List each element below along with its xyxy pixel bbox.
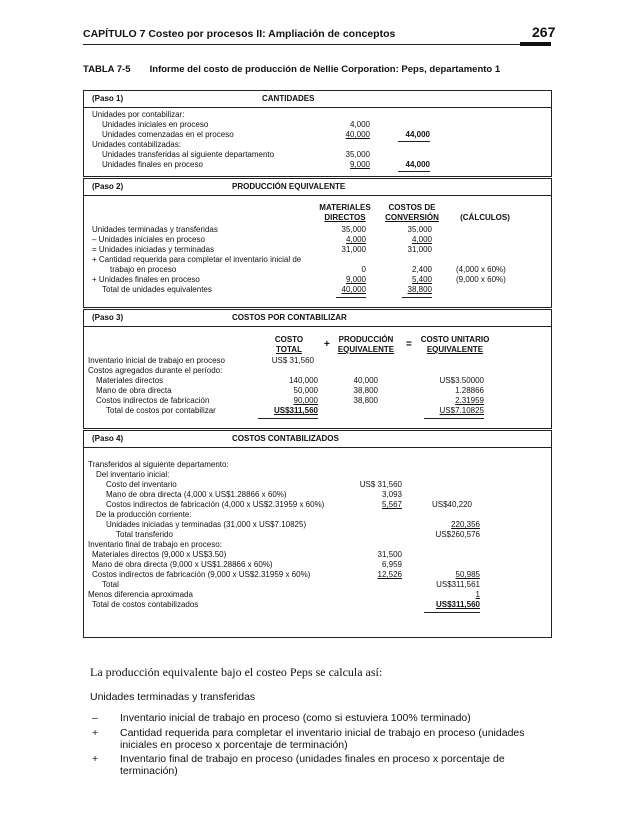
- cell-value: 9,000: [349, 160, 370, 169]
- paso4-section: [83, 430, 552, 638]
- col-header: (CÁLCULOS): [460, 213, 510, 222]
- equals-sign: =: [406, 339, 412, 350]
- table-title: [83, 64, 500, 75]
- col-header: COSTO: [274, 335, 304, 344]
- subheading: Unidades terminadas y transferidas: [90, 691, 256, 703]
- table-row: Unidades transferidas al siguiente departamento: [102, 150, 275, 159]
- cell-subtotal: US$311,561: [436, 580, 480, 589]
- paso2-heading: PRODUCCIÓN EQUIVALENTE: [232, 182, 346, 191]
- paso3-section: [83, 309, 552, 429]
- paso3-heading: COSTOS POR CONTABILIZAR: [232, 313, 347, 322]
- chapter-header: CAPÍTULO 7 Costeo por procesos II: Ampliación de conceptos: [83, 28, 396, 40]
- col-header: PRODUCCIÓN: [338, 335, 394, 344]
- table-caption: Informe del costo de producción de Nellie Corporation: Peps, departamento 1: [149, 64, 501, 75]
- table-row: trabajo en proceso: [110, 265, 177, 274]
- col-header: TOTAL: [276, 345, 302, 354]
- cell-total: US$7.10825: [439, 406, 484, 415]
- list-item-cont: terminación): [120, 765, 178, 777]
- table-row: Unidades terminadas y transferidas: [92, 225, 218, 234]
- table-row: Unidades iniciadas y terminadas (31,000 x US$7.10825): [106, 520, 307, 529]
- paso1-step: (Paso 1): [92, 94, 124, 103]
- cell-value: 5,567: [381, 500, 402, 509]
- paso2-step: (Paso 2): [92, 182, 124, 191]
- col-header: COSTOS DE: [388, 203, 436, 212]
- list-bullet: +: [92, 753, 99, 765]
- table-row: Unidades finales en proceso: [102, 160, 203, 169]
- cell-value: 35,000: [345, 150, 370, 159]
- cell-value: US$ 31,560: [359, 480, 402, 489]
- cell-value: 31,000: [407, 245, 432, 254]
- calc-note: (4,000 x 60%): [456, 265, 506, 274]
- list-bullet: –: [92, 712, 98, 724]
- table-row: Mano de obra directa (4,000 x US$1.28866 x 60%): [106, 490, 287, 499]
- list-bullet: +: [92, 727, 99, 739]
- cell-total: 44,000: [405, 160, 430, 169]
- cell-total: 44,000: [405, 130, 430, 139]
- table-row: Costos indirectos de fabricación (9,000 x US$2.31959 x 60%): [92, 570, 311, 579]
- cell-value: 4,000: [345, 235, 366, 244]
- cell-value: US$3.50000: [439, 376, 484, 385]
- col-header: MATERIALES: [319, 203, 371, 212]
- cell-value: US$ 31,560: [271, 356, 314, 365]
- table-row: Inventario final de trabajo en proceso:: [88, 540, 222, 549]
- table-row: Unidades por contabilizar:: [92, 110, 185, 119]
- table-id: TABLA 7-5: [83, 64, 131, 75]
- col-header: COSTO UNITARIO: [420, 335, 490, 344]
- col-header: DIRECTOS: [324, 213, 366, 222]
- cell-value: 38,800: [353, 386, 378, 395]
- table-row: Mano de obra directa: [96, 386, 172, 395]
- cell-value: 40,000: [353, 376, 378, 385]
- table-row: + Cantidad requerida para completar el inventario inicial de: [92, 255, 302, 264]
- cell-value: 50,000: [293, 386, 318, 395]
- table-row: Total transferido: [116, 530, 173, 539]
- cell-value: 12,526: [377, 570, 402, 579]
- page-number: 267: [532, 24, 556, 40]
- header-rule: [83, 44, 551, 45]
- table-row: Transferidos al siguiente departamento:: [88, 460, 229, 469]
- table-row: + Unidades finales en proceso: [92, 275, 200, 284]
- paso4-header: [84, 431, 551, 448]
- cell-value: 35,000: [341, 225, 366, 234]
- cell-total: US$311,560: [435, 600, 480, 609]
- col-header: EQUIVALENTE: [426, 345, 484, 354]
- cell-value: 5,400: [411, 275, 432, 284]
- paso1-header: [84, 91, 551, 108]
- table-row: Unidades contabilizadas:: [92, 140, 181, 149]
- cell-value: 9,000: [345, 275, 366, 284]
- table-row: Total de costos contabilizados: [92, 600, 199, 609]
- list-item: Inventario inicial de trabajo en proceso (como si estuviera 100% terminado): [120, 712, 471, 724]
- calc-note: (9,000 x 60%): [456, 275, 506, 284]
- table-row: Unidades comenzadas en el proceso: [102, 130, 234, 139]
- table-row: Materiales directos (9,000 x US$3.50): [92, 550, 227, 559]
- paso2-header: [84, 179, 551, 196]
- paso4-heading: COSTOS CONTABILIZADOS: [232, 434, 339, 443]
- cell-value: 1: [475, 590, 480, 599]
- table-row: = Unidades iniciadas y terminadas: [92, 245, 215, 254]
- header-bar: [520, 42, 551, 46]
- table-row: Mano de obra directa (9,000 x US$1.28866 x 60%): [92, 560, 273, 569]
- table-row: Unidades iniciales en proceso: [102, 120, 209, 129]
- intro-paragraph: La producción equivalente bajo el costeo Peps se calcula así:: [90, 665, 383, 679]
- cell-subtotal: US$260,576: [435, 530, 480, 539]
- cell-value: 140,000: [289, 376, 318, 385]
- col-header: CONVERSIÓN: [385, 213, 439, 222]
- list-item: Cantidad requerida para completar el inventario inicial de trabajo en proceso (unidades: [120, 727, 525, 739]
- table-row: Costos indirectos de fabricación: [96, 396, 210, 405]
- cell-value: 4,000: [349, 120, 370, 129]
- cell-value: 220,356: [451, 520, 480, 529]
- cell-value: 1.28866: [455, 386, 484, 395]
- cell-value: 40,000: [345, 130, 370, 139]
- table-row: Inventario inicial de trabajo en proceso: [88, 356, 225, 365]
- cell-value: 31,000: [341, 245, 366, 254]
- paso3-step: (Paso 3): [92, 313, 124, 322]
- cell-value: 31,500: [377, 550, 402, 559]
- col-header: EQUIVALENTE: [337, 345, 395, 354]
- table-row: Menos diferencia aproximada: [88, 590, 193, 599]
- table-row: De la producción corriente:: [96, 510, 192, 519]
- cell-total: 38,800: [407, 285, 432, 294]
- table-row: Total: [102, 580, 119, 589]
- table-row: Del inventario inicial:: [96, 470, 170, 479]
- table-row: – Unidades iniciales en proceso: [92, 235, 205, 244]
- paso2-section: [83, 178, 552, 308]
- cell-value: 6,959: [381, 560, 402, 569]
- cell-value: 35,000: [407, 225, 432, 234]
- plus-sign: +: [324, 339, 330, 350]
- paso4-step: (Paso 4): [92, 434, 124, 443]
- cell-value: 0: [361, 265, 366, 274]
- cell-value: 38,800: [353, 396, 378, 405]
- table-row: Total de costos por contabilizar: [106, 406, 216, 415]
- cell-subtotal: US$40,220: [431, 500, 472, 509]
- table-row: Costo del inventario: [106, 480, 177, 489]
- table-row: Costos agregados durante el período:: [88, 366, 223, 375]
- table-row: Costos indirectos de fabricación (4,000 x US$2.31959 x 60%): [106, 500, 325, 509]
- cell-value: 90,000: [293, 396, 318, 405]
- cell-value: 2,400: [411, 265, 432, 274]
- cell-total: 40,000: [341, 285, 366, 294]
- paso1-heading: CANTIDADES: [262, 94, 315, 103]
- cell-value: 4,000: [411, 235, 432, 244]
- list-item-cont: iniciales en proceso x porcentaje de terminación): [120, 739, 348, 751]
- paso1-section: [83, 90, 552, 177]
- cell-value: 2.31959: [455, 396, 484, 405]
- cell-value: 3,093: [381, 490, 402, 499]
- table-row: Total de unidades equivalentes: [102, 285, 212, 294]
- cell-value: 50,985: [455, 570, 480, 579]
- cell-total: US$311,560: [273, 406, 318, 415]
- table-row: Materiales directos: [96, 376, 164, 385]
- list-item: Inventario final de trabajo en proceso (unidades finales en proceso x porcentaje de: [120, 753, 505, 765]
- paso3-header: [84, 310, 551, 327]
